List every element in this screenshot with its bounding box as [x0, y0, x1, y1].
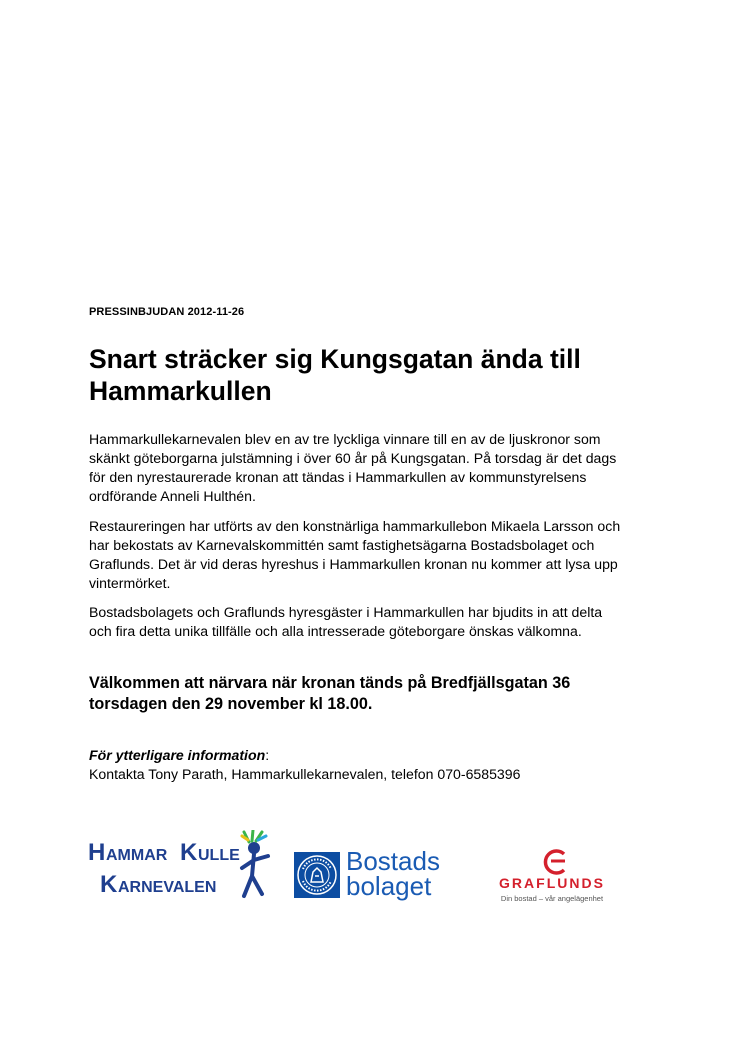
contact-details: Kontakta Tony Parath, Hammarkullekarnevalen, telefon 070-6585396 [89, 766, 521, 782]
graflunds-logo [478, 848, 626, 906]
bostadsbolaget-line-1: Bostads [346, 846, 440, 876]
paragraph-3 [89, 603, 679, 641]
contact-colon: : [265, 747, 270, 763]
press-kicker: PRESSINBJUDAN 2012-11-26 [89, 306, 245, 318]
svg-text:H: H [88, 839, 106, 866]
paragraph-line: har bekostats av Karnevalskommittén samt fastighetsägarna Bostadsbolaget och [89, 537, 595, 553]
headline [89, 343, 669, 407]
bostadsbolaget-line-2: bolaget [346, 871, 432, 901]
contact-lead: För ytterligare information [89, 747, 266, 763]
paragraph-line: Hammarkullekarnevalen blev en av tre lyckliga vinnare till en av de ljuskronor som [89, 431, 601, 447]
svg-text:ARNEVALEN: ARNEVALEN [118, 879, 217, 896]
invitation [89, 673, 689, 714]
invitation-line-1: Välkommen att närvara när kronan tänds på Bredfjällsgatan 36 [89, 674, 571, 692]
hammarkulle-karnevalen-logo [86, 830, 272, 906]
graflunds-wordmark: GRAFLUNDS [499, 875, 605, 891]
paragraph-1 [89, 430, 679, 506]
paragraph-line: Restaureringen har utförts av den konstnärliga hammarkullebon Mikaela Larsson och [89, 518, 621, 534]
bostadsbolaget-seal [294, 852, 340, 898]
graflunds-g-icon [478, 848, 626, 876]
paragraph-line: Bostadsbolagets och Graflunds hyresgäster i Hammarkullen har bjudits in att delta [89, 604, 603, 620]
paragraph-2 [89, 517, 679, 593]
headline-line-1: Snart sträcker sig Kungsgatan ända till [89, 344, 581, 374]
contact-heading [89, 746, 520, 765]
contact-info [89, 746, 520, 784]
paragraph-line: vintermörket. [89, 575, 171, 591]
svg-text:AMMAR: AMMAR [106, 847, 168, 864]
svg-text:K: K [100, 871, 118, 898]
paragraph-line: Graflunds. Det är vid deras hyreshus i Hammarkullen kronan nu kommer att lysa upp [89, 556, 618, 572]
paragraph-line: ordförande Anneli Hulthén. [89, 488, 256, 504]
paragraph-line: för den nyrestaurerade kronan att tändas i Hammarkullen av kommunstyrelsens [89, 469, 587, 485]
invitation-line-2: torsdagen den 29 november kl 18.00. [89, 694, 373, 713]
lion-seal-icon [294, 852, 340, 898]
bostadsbolaget-logo [294, 846, 454, 902]
headline-line-2: Hammarkullen [89, 376, 272, 406]
svg-text:K: K [180, 839, 198, 866]
hammarkulle-logo-graphic [86, 830, 272, 906]
paragraph-line: och fira detta unika tillfälle och alla intresserade göteborgare önskas välkomna. [89, 623, 582, 639]
bostadsbolaget-wordmark [346, 846, 440, 901]
graflunds-tagline: Din bostad – vår angelägenhet [500, 894, 604, 903]
paragraph-line: skänkt göteborgarna julstämning i över 60 år på Kungsgatan. På torsdag är det dags [89, 450, 617, 466]
svg-text:ULLE: ULLE [198, 847, 240, 864]
